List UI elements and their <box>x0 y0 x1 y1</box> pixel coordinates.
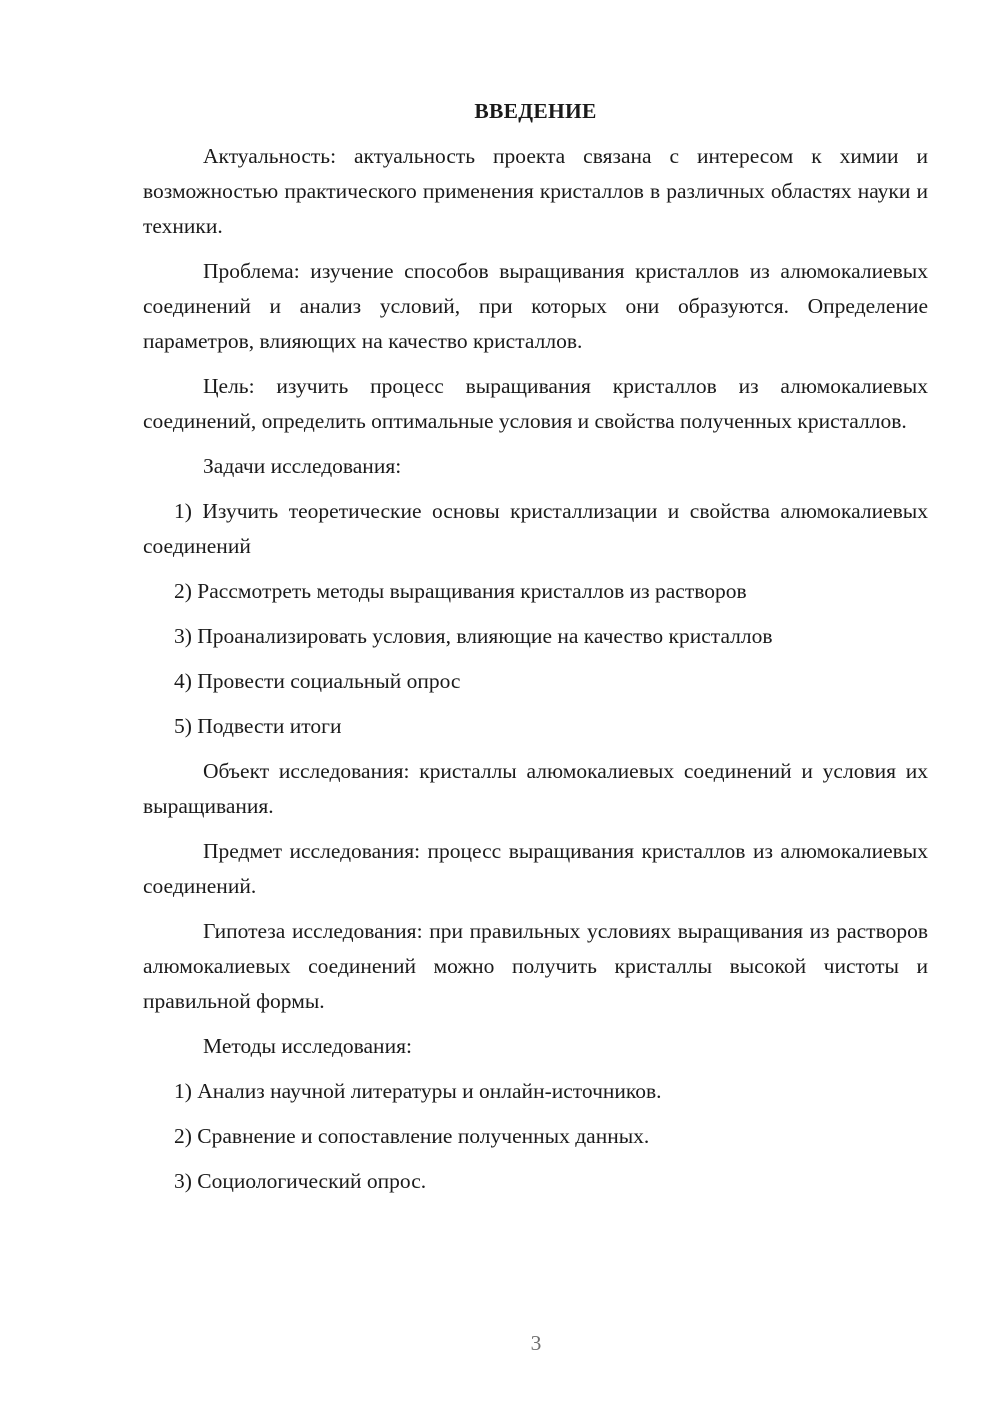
hypothesis-paragraph: Гипотеза исследования: при правильных условиях выращивания из растворов алюмокалиевых соединений можно получить кристаллы высокой чистоты и правильной формы. <box>143 919 928 1013</box>
methods-heading: Методы исследования: <box>203 1034 412 1058</box>
task-item-2: 2) Рассмотреть методы выращивания кристаллов из растворов <box>174 579 747 603</box>
goal-paragraph: Цель: изучить процесс выращивания кристаллов из алюмокалиевых соединений, определить оптимальные условия и свойства полученных кристаллов. <box>143 374 928 433</box>
object-paragraph: Объект исследования: кристаллы алюмокалиевых соединений и условия их выращивания. <box>143 759 928 818</box>
subject-paragraph: Предмет исследования: процесс выращивания кристаллов из алюмокалиевых соединений. <box>143 839 928 898</box>
task-item-1: 1) Изучить теоретические основы кристаллизации и свойства алюмокалиевых соединений <box>143 499 928 558</box>
task-item-3: 3) Проанализировать условия, влияющие на качество кристаллов <box>174 624 773 648</box>
method-item-1: 1) Анализ научной литературы и онлайн-источников. <box>174 1079 662 1103</box>
task-item-4: 4) Провести социальный опрос <box>174 669 461 693</box>
task-item-5: 5) Подвести итоги <box>174 714 342 738</box>
document-page <box>143 94 928 1209</box>
document-title: ВВЕДЕНИЕ <box>474 99 597 123</box>
method-item-3: 3) Социологический опрос. <box>174 1169 427 1193</box>
method-item-2: 2) Сравнение и сопоставление полученных данных. <box>174 1124 650 1148</box>
relevance-paragraph: Актуальность: актуальность проекта связана с интересом к химии и возможностью практического применения кристаллов в различных областях науки и техники. <box>143 144 928 238</box>
tasks-heading: Задачи исследования: <box>203 454 402 478</box>
page-number: 3 <box>530 1331 542 1355</box>
problem-paragraph: Проблема: изучение способов выращивания кристаллов из алюмокалиевых соединений и анализ условий, при которых они образуются. Определение параметров, влияющих на качество кристаллов. <box>143 259 928 353</box>
